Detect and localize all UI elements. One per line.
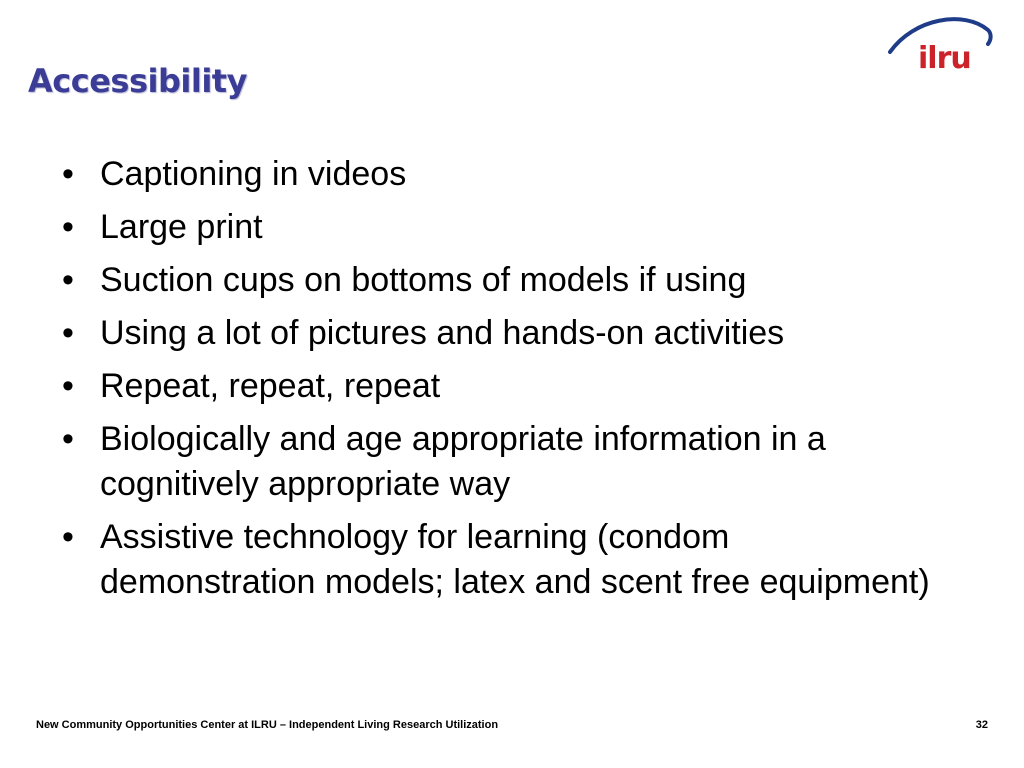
- bullet-item: [60, 364, 940, 409]
- bullet-dot-icon: •: [62, 155, 74, 193]
- bullet-dot-icon: •: [62, 518, 74, 556]
- bullet-text: Captioning in videos: [100, 155, 407, 193]
- logo-text: ilru: [918, 41, 971, 74]
- bullet-item: [60, 417, 940, 507]
- bullet-item: [60, 311, 940, 356]
- bullet-dot-icon: •: [62, 261, 74, 299]
- bullet-text: Assistive technology for learning (condom demonstration models; latex and scent free equipment): [100, 518, 930, 601]
- bullet-list: [60, 152, 940, 613]
- bullet-text: Biologically and age appropriate information in a cognitively appropriate way: [100, 420, 826, 503]
- bullet-dot-icon: •: [62, 314, 74, 352]
- bullet-dot-icon: •: [62, 208, 74, 246]
- bullet-text: Large print: [100, 208, 263, 246]
- bullet-text: Repeat, repeat, repeat: [100, 367, 441, 405]
- slide-title: Accessibility: [28, 62, 247, 100]
- bullet-item: [60, 515, 940, 605]
- footer-organization: New Community Opportunities Center at ILRU – Independent Living Research Utilization: [36, 719, 499, 731]
- ilru-logo-icon: [884, 14, 996, 74]
- bullet-item: [60, 258, 940, 303]
- bullet-dot-icon: •: [62, 367, 74, 405]
- bullet-item: [60, 152, 940, 197]
- bullet-text: Using a lot of pictures and hands-on activities: [100, 314, 785, 352]
- bullet-item: [60, 205, 940, 250]
- bullet-text: Suction cups on bottoms of models if using: [100, 261, 747, 299]
- page-number: 32: [975, 719, 988, 731]
- bullet-dot-icon: •: [62, 420, 74, 458]
